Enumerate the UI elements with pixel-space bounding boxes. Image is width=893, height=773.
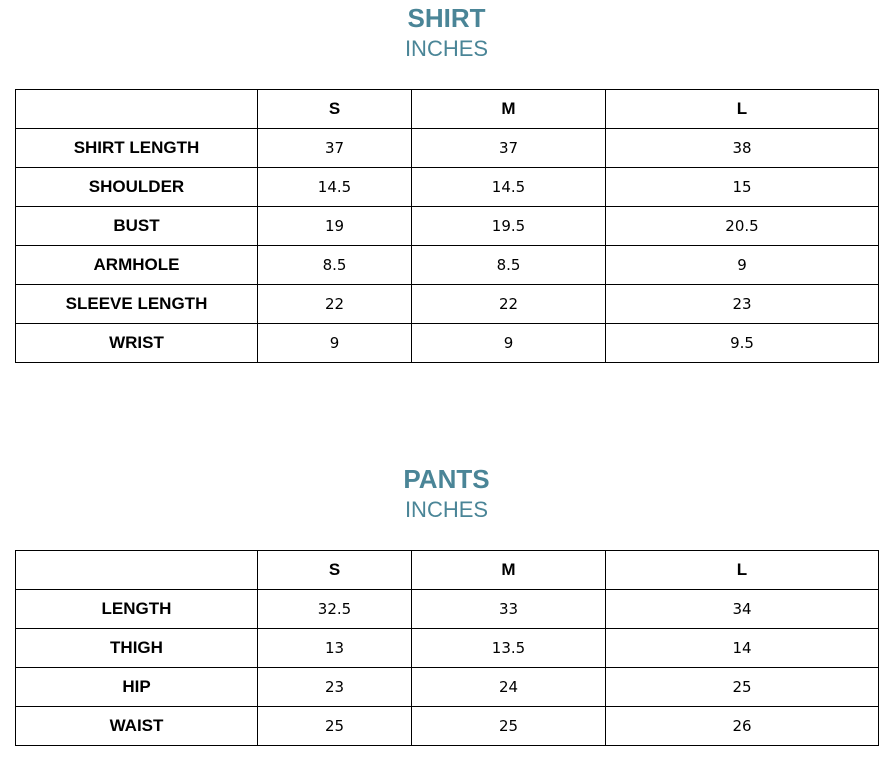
table-row [16, 168, 879, 207]
cell-value: 26 [606, 707, 879, 746]
table-row [16, 285, 879, 324]
cell-value: 19.5 [412, 207, 606, 246]
cell-value: 25 [412, 707, 606, 746]
shirt-size-table [15, 89, 879, 363]
cell-value: 38 [606, 129, 879, 168]
cell-value: 19 [258, 207, 412, 246]
pants-title: PANTS [403, 464, 490, 494]
cell-value: 32.5 [258, 590, 412, 629]
cell-value: 37 [258, 129, 412, 168]
cell-value: 8.5 [258, 246, 412, 285]
header-cell-m: M [412, 90, 606, 129]
cell-value: 15 [606, 168, 879, 207]
cell-value: 22 [412, 285, 606, 324]
header-cell-s: S [258, 551, 412, 590]
table-row [16, 324, 879, 363]
table-row [16, 707, 879, 746]
table-row [16, 207, 879, 246]
cell-value: 20.5 [606, 207, 879, 246]
row-label: THIGH [16, 629, 258, 668]
cell-value: 25 [606, 668, 879, 707]
cell-value: 14 [606, 629, 879, 668]
cell-value: 24 [412, 668, 606, 707]
cell-value: 33 [412, 590, 606, 629]
cell-value: 14.5 [412, 168, 606, 207]
row-label: LENGTH [16, 590, 258, 629]
row-label: ARMHOLE [16, 246, 258, 285]
header-cell-empty [16, 551, 258, 590]
table-row [16, 129, 879, 168]
shirt-unit: INCHES [404, 36, 489, 61]
cell-value: 37 [412, 129, 606, 168]
row-label: WAIST [16, 707, 258, 746]
row-label: SLEEVE LENGTH [16, 285, 258, 324]
cell-value: 9.5 [606, 324, 879, 363]
table-row [16, 590, 879, 629]
cell-value: 14.5 [258, 168, 412, 207]
header-cell-l: L [606, 90, 879, 129]
header-cell-empty [16, 90, 258, 129]
table-row [16, 246, 879, 285]
pants-size-table [15, 550, 879, 746]
cell-value: 23 [258, 668, 412, 707]
table-row [16, 668, 879, 707]
header-cell-m: M [412, 551, 606, 590]
row-label: SHOULDER [16, 168, 258, 207]
header-cell-l: L [606, 551, 879, 590]
cell-value: 8.5 [412, 246, 606, 285]
cell-value: 23 [606, 285, 879, 324]
row-label: SHIRT LENGTH [16, 129, 258, 168]
cell-value: 13.5 [412, 629, 606, 668]
cell-value: 9 [412, 324, 606, 363]
table-header-row [16, 551, 879, 590]
row-label: HIP [16, 668, 258, 707]
table-row [16, 629, 879, 668]
table-header-row [16, 90, 879, 129]
row-label: WRIST [16, 324, 258, 363]
shirt-title: SHIRT [407, 3, 486, 33]
cell-value: 34 [606, 590, 879, 629]
header-cell-s: S [258, 90, 412, 129]
cell-value: 22 [258, 285, 412, 324]
cell-value: 9 [258, 324, 412, 363]
pants-unit: INCHES [404, 497, 489, 522]
cell-value: 9 [606, 246, 879, 285]
cell-value: 25 [258, 707, 412, 746]
cell-value: 13 [258, 629, 412, 668]
row-label: BUST [16, 207, 258, 246]
